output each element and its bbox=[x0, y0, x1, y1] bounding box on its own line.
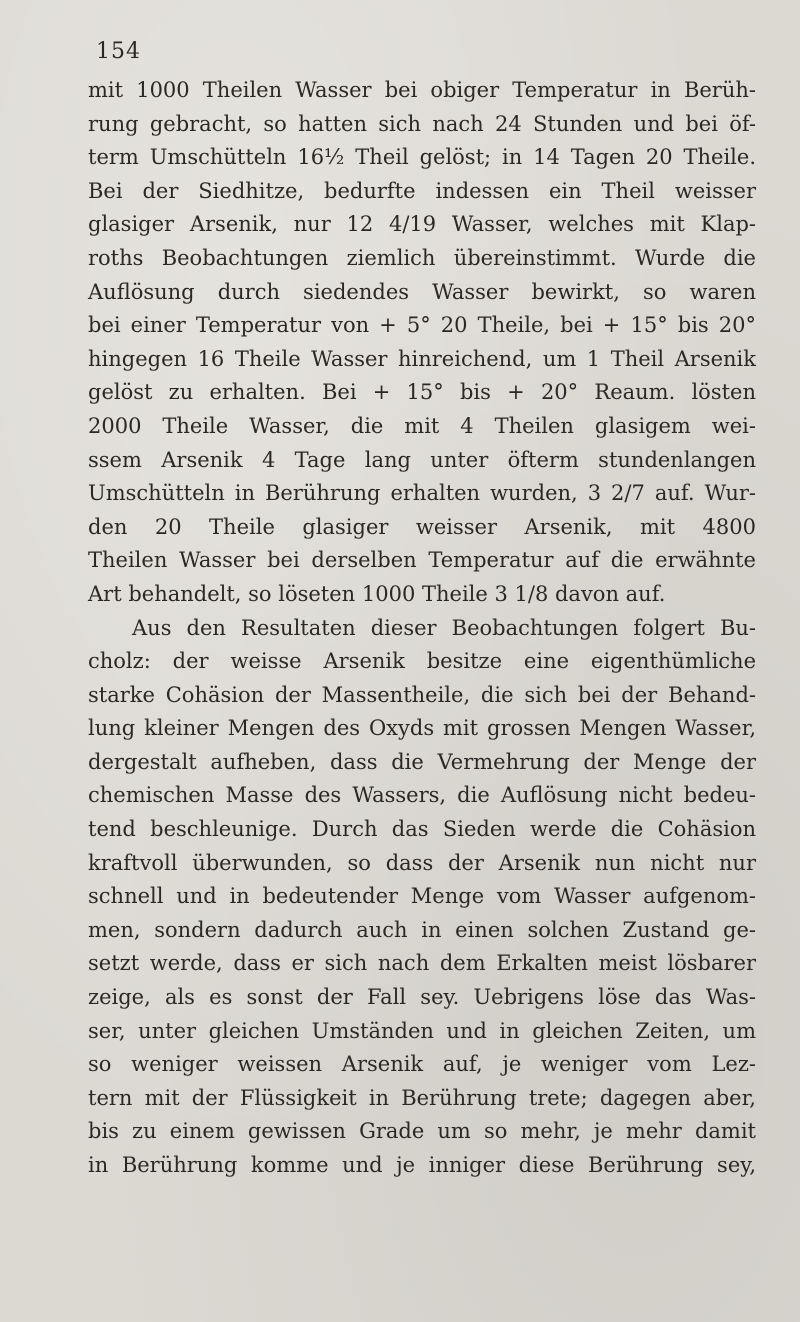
text-line: bis zu einem gewissen Grade um so mehr, je mehr damit bbox=[88, 1119, 756, 1144]
text-line: chemischen Masse des Wassers, die Auflösung nicht bedeu- bbox=[88, 783, 756, 808]
text-line: Auflösung durch siedendes Wasser bewirkt, so waren bbox=[88, 279, 756, 304]
body-text bbox=[88, 74, 756, 1183]
text-line: term Umschütteln 16½ Theil gelöst; in 14 Tagen 20 Theile. bbox=[88, 145, 756, 170]
text-line: Art behandelt, so löseten 1000 Theile 3 1/8 davon auf. bbox=[88, 581, 666, 606]
text-line: schnell und in bedeutender Menge vom Wasser aufgenom- bbox=[88, 884, 756, 909]
text-line: dergestalt aufheben, dass die Vermehrung der Menge der bbox=[88, 749, 756, 774]
text-line: setzt werde, dass er sich nach dem Erkalten meist lösbarer bbox=[88, 951, 756, 976]
text-line: Bei der Siedhitze, bedurfte indessen ein Theil weisser bbox=[88, 178, 756, 203]
text-line: lung kleiner Mengen des Oxyds mit grossen Mengen Wasser, bbox=[88, 716, 756, 741]
text-line: zeige, als es sonst der Fall sey. Uebrigens löse das Was- bbox=[88, 985, 756, 1010]
text-line: roths Beobachtungen ziemlich übereinstimmt. Wurde die bbox=[88, 245, 756, 270]
text-line: ser, unter gleichen Umständen und in gleichen Zeiten, um bbox=[88, 1018, 756, 1043]
text-line: ssem Arsenik 4 Tage lang unter öfterm stundenlangen bbox=[88, 447, 756, 472]
text-line: starke Cohäsion der Massentheile, die sich bei der Behand- bbox=[88, 682, 756, 707]
page-number: 154 bbox=[96, 39, 141, 64]
text-line: men, sondern dadurch auch in einen solchen Zustand ge- bbox=[88, 917, 756, 942]
text-line: tend beschleunige. Durch das Sieden werde die Cohäsion bbox=[88, 817, 756, 842]
text-line: gelöst zu erhalten. Bei + 15° bis + 20° Reaum. lösten bbox=[88, 380, 756, 405]
text-line: glasiger Arsenik, nur 12 4/19 Wasser, welches mit Klap- bbox=[88, 212, 756, 237]
text-line: cholz: der weisse Arsenik besitze eine eigenthümliche bbox=[88, 649, 756, 674]
text-line: so weniger weissen Arsenik auf, je weniger vom Lez- bbox=[88, 1052, 756, 1077]
text-line: 2000 Theile Wasser, die mit 4 Theilen glasigem wei- bbox=[88, 413, 756, 438]
text-line: kraftvoll überwunden, so dass der Arsenik nun nicht nur bbox=[88, 850, 756, 875]
text-line: Theilen Wasser bei derselben Temperatur auf die erwähnte bbox=[88, 548, 756, 573]
text-line: Umschütteln in Berührung erhalten wurden, 3 2/7 auf. Wur- bbox=[88, 481, 756, 506]
text-line: tern mit der Flüssigkeit in Berührung trete; dagegen aber, bbox=[88, 1085, 756, 1110]
text-line: hingegen 16 Theile Wasser hinreichend, um 1 Theil Arsenik bbox=[88, 346, 756, 371]
text-line: Aus den Resultaten dieser Beobachtungen folgert Bu- bbox=[132, 615, 756, 640]
text-line: rung gebracht, so hatten sich nach 24 Stunden und bei öf- bbox=[88, 111, 756, 136]
text-line: in Berührung komme und je inniger diese Berührung sey, bbox=[88, 1153, 756, 1177]
text-line: den 20 Theile glasiger weisser Arsenik, mit 4800 bbox=[88, 514, 756, 539]
text-line: mit 1000 Theilen Wasser bei obiger Temperatur in Berüh- bbox=[88, 78, 756, 102]
text-line: bei einer Temperatur von + 5° 20 Theile, bei + 15° bis 20° bbox=[88, 313, 756, 338]
